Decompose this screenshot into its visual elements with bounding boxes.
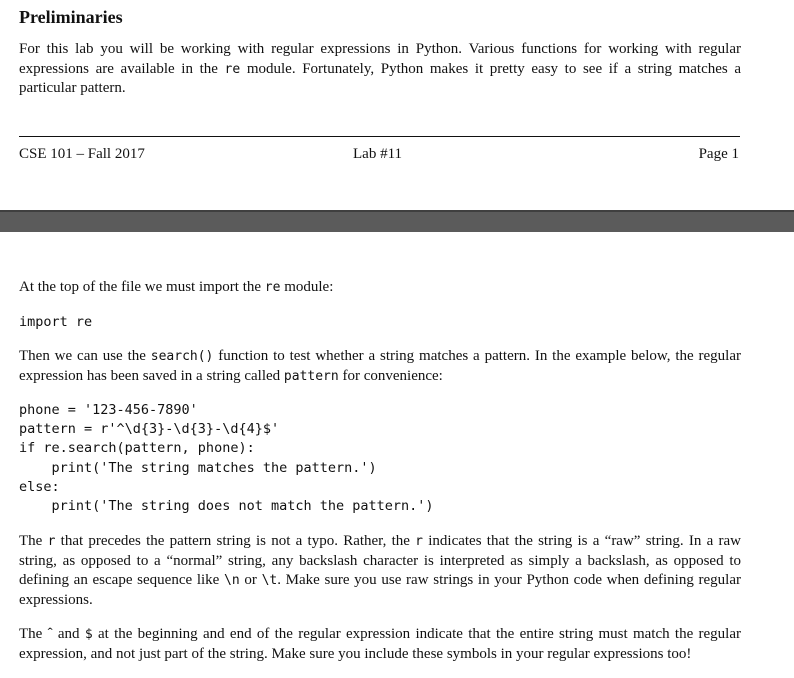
section-title: Preliminaries xyxy=(19,7,123,27)
inline-code: search() xyxy=(150,349,214,364)
code-line: print('The string matches the pattern.') xyxy=(19,459,377,476)
code-line: pattern = r'^\d{3}-\d{3}-\d{4}$' xyxy=(19,421,280,438)
example-code-block xyxy=(19,401,434,516)
search-paragraph: Then we can use the search() function to test whether a string matches a pattern. In the example below, the regular expression has been saved in a string called pattern for convenience: xyxy=(19,348,741,384)
import-paragraph: At the top of the file we must import the re module: xyxy=(19,279,334,295)
footer-lab: Lab #11 xyxy=(353,146,403,162)
code-line: phone = '123-456-7890' xyxy=(19,402,198,418)
footer-course: CSE 101 – Fall 2017 xyxy=(19,146,145,162)
page-2 xyxy=(0,232,794,678)
inline-code: $ xyxy=(84,627,93,642)
raw-string-paragraph: The r that precedes the pattern string is not a typo. Rather, the r indicates that the string is a “raw” string. In a raw string, as opposed to a “normal” string, any backslash character is interpreted as simply a backslash, as opposed to defining an escape sequence like \n or \t. Make sure you use raw strings in your Python code when defining regular expressions. xyxy=(19,533,741,608)
inline-code: \t xyxy=(261,573,278,588)
import-code-block: import re xyxy=(19,314,93,330)
intro-paragraph: For this lab you will be working with regular expressions in Python. Various functions for working with regular expressions are available in the re module. Fortunately, Python makes it pretty easy to see if a string matches a particular pattern. xyxy=(19,41,741,96)
page-separator xyxy=(0,210,794,234)
page-1 xyxy=(0,0,794,210)
inline-code: re xyxy=(264,280,281,295)
anchor-paragraph: The ˆ and $ at the beginning and end of the regular expression indicate that the entire string must match the regular expression, and not just part of the string. Make sure you include these symbols in your regular expressions too! xyxy=(19,626,741,662)
footer-rule xyxy=(19,136,740,137)
inline-code: r xyxy=(415,534,423,549)
code-line: else: xyxy=(19,478,60,495)
code-line: print('The string does not match the pattern.') xyxy=(19,498,434,515)
footer-page-number: Page 1 xyxy=(698,146,739,162)
inline-code: \n xyxy=(224,573,240,588)
code-line: if re.search(pattern, phone): xyxy=(19,440,255,457)
inline-code: pattern xyxy=(283,368,339,384)
inline-code: re xyxy=(224,61,241,77)
inline-code: r xyxy=(47,534,56,549)
